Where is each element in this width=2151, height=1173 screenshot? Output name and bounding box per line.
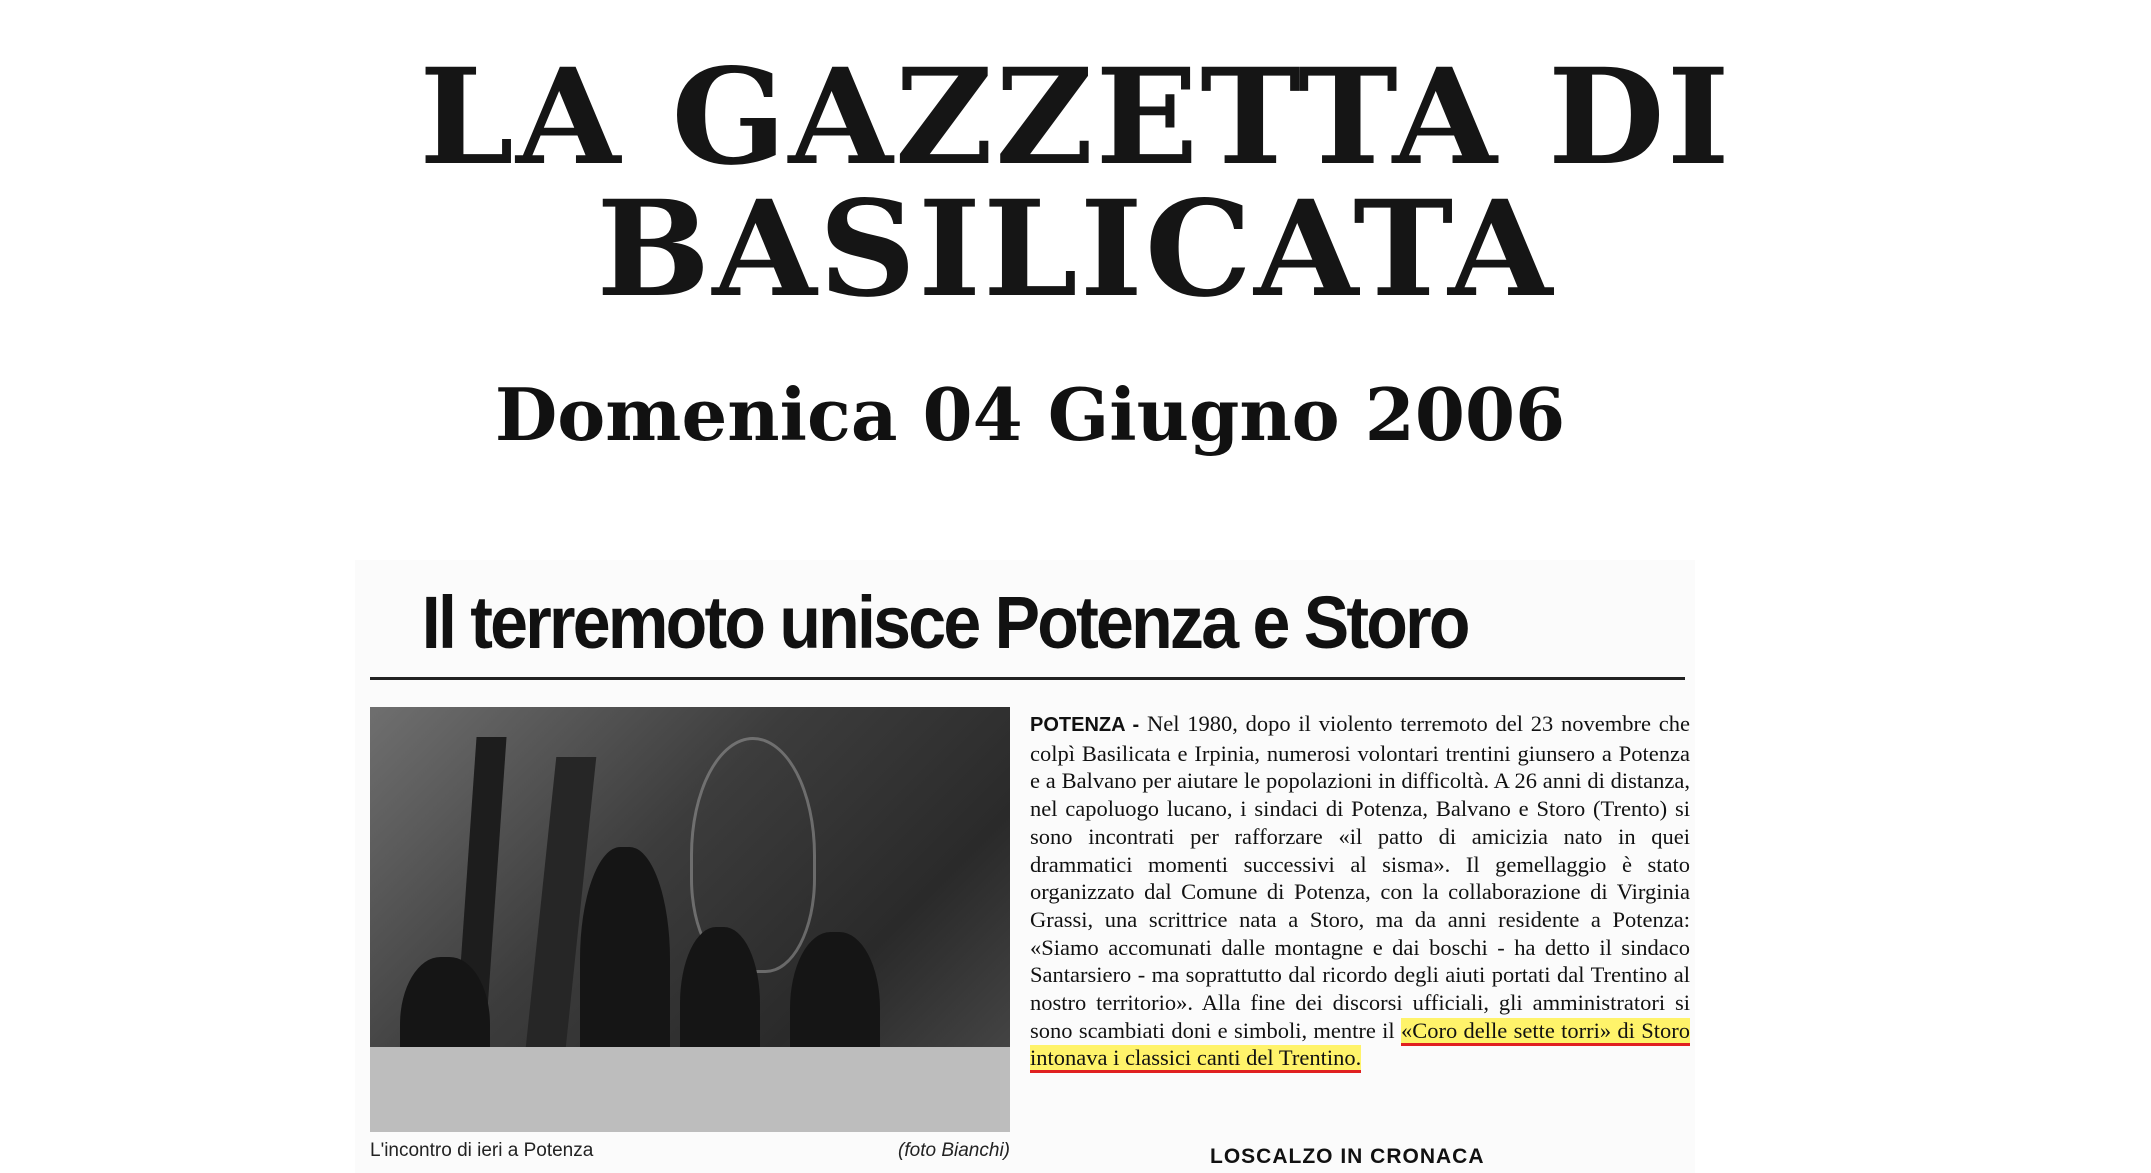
photo-caption-row bbox=[370, 1140, 1010, 1162]
dateline: POTENZA - bbox=[1030, 714, 1140, 736]
article-clipping bbox=[355, 560, 1695, 1173]
headline-rule bbox=[370, 677, 1685, 680]
article-photo bbox=[370, 707, 1010, 1132]
article-byline: LOSCALZO IN CRONACA bbox=[1210, 1145, 1485, 1168]
highlighted-text: «Coro delle sette torri» di Storo intonava i classici canti del Trentino. bbox=[1030, 1018, 1690, 1074]
publication-date: Domenica 04 Giugno 2006 bbox=[494, 372, 1566, 457]
photo-credit: (foto Bianchi) bbox=[898, 1140, 1010, 1161]
article-body bbox=[1030, 710, 1690, 1072]
masthead: LA GAZZETTA DI BASILICATA bbox=[419, 40, 1732, 327]
body-text: Nel 1980, dopo il violento terremoto del 23 novembre che colpì Basilicata e Irpinia, numerosi volontari trentini giunsero a Potenza e a Balvano per aiutare le popolazioni in difficoltà. A 26 anni di distanza, nel capoluogo lucano, i sindaci di Potenza, Balvano e Storo (Trento) si sono incontrati per rafforzare «il patto di amicizia nato in quei drammatici momenti successivi al sisma». Il gemellaggio è stato organizzato dal Comune di Potenza, con la collaborazione di Virginia Grassi, una scrittrice nata a Storo, ma da anni residente a Potenza: «Siamo accomunati dalle montagne e dai boschi - ha detto il sindaco Santarsiero - ma soprattutto dal ricordo degli aiuti portati dal Trentino al nostro territorio». Alla fine dei discorsi ufficiali, gli amministratori si sono scambiati doni e simboli, mentre il bbox=[1030, 711, 1690, 1043]
article-headline: Il terremoto unisce Potenza e Storo bbox=[421, 581, 1468, 664]
table-shape bbox=[370, 1047, 1010, 1132]
photo-caption: L'incontro di ieri a Potenza bbox=[370, 1140, 594, 1161]
